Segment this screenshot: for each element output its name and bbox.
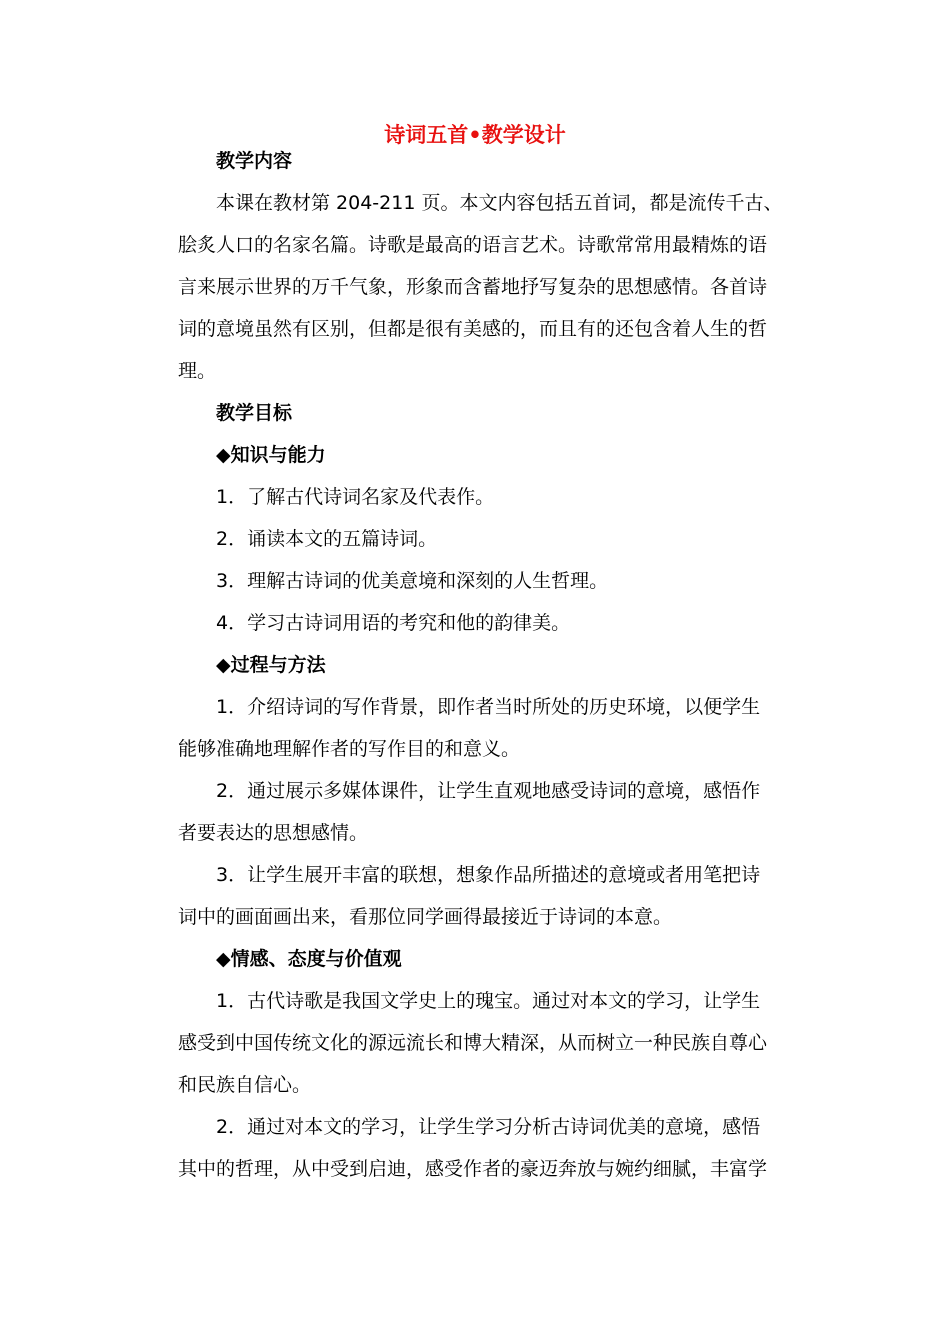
emotion-paragraph-line: 1．古代诗歌是我国文学史上的瑰宝。通过对本文的学习，让学生: [216, 990, 761, 1012]
emotion-paragraph-line: 其中的哲理，从中受到启迪，感受作者的豪迈奔放与婉约细腻，丰富学: [178, 1158, 768, 1180]
emotion-paragraph-line: 2．通过对本文的学习，让学生学习分析古诗词优美的意境，感悟: [216, 1116, 761, 1138]
process-paragraph-line: 3．让学生展开丰富的联想，想象作品所描述的意境或者用笔把诗: [216, 864, 761, 886]
content-paragraph-line: 言来展示世界的万千气象，形象而含蓄地抒写复杂的思想感情。各首诗: [178, 276, 768, 298]
heading-knowledge-ability: ◆知识与能力: [216, 444, 326, 466]
knowledge-item: 1．了解古代诗词名家及代表作。: [216, 486, 495, 508]
process-paragraph-line: 能够准确地理解作者的写作目的和意义。: [178, 738, 521, 760]
knowledge-item: 2．诵读本文的五篇诗词。: [216, 528, 438, 550]
emotion-paragraph-line: 感受到中国传统文化的源远流长和博大精深，从而树立一种民族自尊心: [178, 1032, 768, 1054]
content-paragraph-line: 理。: [178, 360, 217, 382]
content-paragraph-line: 词的意境虽然有区别，但都是很有美感的，而且有的还包含着人生的哲: [178, 318, 768, 340]
process-paragraph-line: 者要表达的思想感情。: [178, 822, 369, 844]
document-title: 诗词五首•教学设计: [384, 123, 566, 147]
knowledge-item: 3．理解古诗词的优美意境和深刻的人生哲理。: [216, 570, 609, 592]
content-paragraph-line: 本课在教材第 204-211 页。本文内容包括五首词，都是流传千古、: [216, 192, 783, 214]
emotion-paragraph-line: 和民族自信心。: [178, 1074, 312, 1096]
process-paragraph-line: 2．通过展示多媒体课件，让学生直观地感受诗词的意境，感悟作: [216, 780, 761, 802]
knowledge-item: 4．学习古诗词用语的考究和他的韵律美。: [216, 612, 571, 634]
content-paragraph-line: 脍炙人口的名家名篇。诗歌是最高的语言艺术。诗歌常常用最精炼的语: [178, 234, 768, 256]
heading-emotion-values: ◆情感、态度与价值观: [216, 948, 402, 970]
heading-teaching-content: 教学内容: [216, 150, 293, 172]
heading-process-method: ◆过程与方法: [216, 654, 326, 676]
process-paragraph-line: 1．介绍诗词的写作背景，即作者当时所处的历史环境，以便学生: [216, 696, 761, 718]
process-paragraph-line: 词中的画面画出来，看那位同学画得最接近于诗词的本意。: [178, 906, 673, 928]
heading-teaching-goals: 教学目标: [216, 402, 293, 424]
